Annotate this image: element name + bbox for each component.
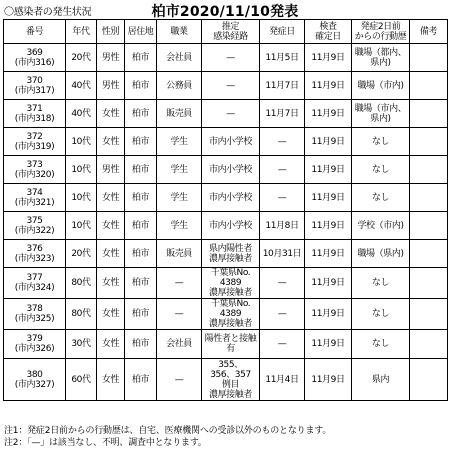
cell-confirmed: 11月9日 [305,359,352,401]
cell-sex: 女性 [97,330,125,359]
cell-confirmed: 11月9日 [305,330,352,359]
cell-age: 80代 [66,299,97,330]
cell-number: 376 (市内323) [4,240,66,268]
cell-residence: 柏市 [125,128,157,156]
column-header-occupation: 職業 [157,20,202,44]
cell-age: 80代 [66,268,97,299]
table-row [4,240,448,268]
cell-residence: 柏市 [125,212,157,240]
cell-remarks [410,268,448,299]
cell-job: 学生 [157,156,202,184]
cell-remarks [410,100,448,128]
cell-age: 40代 [66,72,97,100]
cell-age: 20代 [66,44,97,72]
cell-history: 職場（都内、 県内) [352,44,410,72]
cell-job: 学生 [157,184,202,212]
cell-job: 学生 [157,128,202,156]
table-row [4,72,448,100]
cell-onset: 11月4日 [260,359,305,401]
cell-route: 市内小学校 [202,184,260,212]
cell-history: 学校（市内) [352,212,410,240]
column-header-route: 推定 感染経路 [202,20,260,44]
cell-route: 千葉県No. 4389 濃厚接触者 [202,299,260,330]
cell-history: なし [352,184,410,212]
cell-age: 60代 [66,359,97,401]
cell-onset: 11月8日 [260,212,305,240]
cell-job: 販売員 [157,100,202,128]
table-row [4,156,448,184]
cell-age: 10代 [66,128,97,156]
cell-age: 20代 [66,240,97,268]
cell-age: 10代 [66,184,97,212]
cell-history: 職場（市内) [352,72,410,100]
cell-onset: — [260,299,305,330]
table-row [4,128,448,156]
cell-age: 30代 [66,330,97,359]
cell-remarks [410,240,448,268]
document-title: 柏市2020/11/10発表 [151,4,299,20]
column-header-history: 発症2日前 からの行動歴 [352,20,410,44]
cell-confirmed: 11月9日 [305,128,352,156]
cell-sex: 女性 [97,212,125,240]
table-row [4,44,448,72]
cell-number: 374 (市内321) [4,184,66,212]
cell-route: 市内小学校 [202,156,260,184]
cell-number: 373 (市内320) [4,156,66,184]
cell-job: — [157,268,202,299]
cell-number: 377 (市内324) [4,268,66,299]
cell-job: 販売員 [157,240,202,268]
cell-route: — [202,72,260,100]
table-row [4,184,448,212]
cell-history: なし [352,128,410,156]
table-row [4,299,448,330]
cell-remarks [410,359,448,401]
cell-history: 職場（市内、 県内) [352,100,410,128]
cell-history: なし [352,330,410,359]
cell-residence: 柏市 [125,156,157,184]
cell-confirmed: 11月9日 [305,184,352,212]
cell-route: — [202,100,260,128]
cell-sex: 男性 [97,156,125,184]
cell-sex: 女性 [97,299,125,330]
page-heading: 〇感染者の発生状況 [4,7,92,18]
table-row [4,359,448,401]
cell-history: なし [352,156,410,184]
cell-onset: 11月5日 [260,44,305,72]
footnote-1: 注1：発症2日前からの行動歴は、自宅、医療機関への受診以外のものとなります。 [4,426,332,436]
cell-number: 370 (市内317) [4,72,66,100]
cell-age: 10代 [66,212,97,240]
cell-route: 千葉県No. 4389 濃厚接触者 [202,268,260,299]
column-header-remarks: 備考 [410,20,448,44]
cell-age: 10代 [66,156,97,184]
footnote-2: 注2：「—」は該当なし、不明、調査中となります。 [4,438,207,448]
table-row [4,268,448,299]
cell-job: — [157,299,202,330]
cell-sex: 女性 [97,100,125,128]
cell-residence: 柏市 [125,100,157,128]
cell-confirmed: 11月9日 [305,240,352,268]
table-row [4,330,448,359]
cell-number: 375 (市内322) [4,212,66,240]
cell-confirmed: 11月9日 [305,268,352,299]
cell-remarks [410,212,448,240]
cell-sex: 男性 [97,44,125,72]
column-header-confirmed: 検査 確定日 [305,20,352,44]
cell-remarks [410,299,448,330]
cell-onset: 10月31日 [260,240,305,268]
cell-onset: — [260,128,305,156]
cell-remarks [410,156,448,184]
cell-remarks [410,128,448,156]
cell-residence: 柏市 [125,359,157,401]
cell-remarks [410,44,448,72]
column-header-onset: 発症日 [260,20,305,44]
cell-onset: — [260,268,305,299]
table-row [4,100,448,128]
cell-confirmed: 11月9日 [305,299,352,330]
cell-route: 355、 356、357 例目 濃厚接触者 [202,359,260,401]
cell-residence: 柏市 [125,240,157,268]
cell-number: 372 (市内319) [4,128,66,156]
cell-confirmed: 11月9日 [305,100,352,128]
cell-route: 陽性者と接触 有 [202,330,260,359]
cell-sex: 男性 [97,72,125,100]
cell-onset: — [260,184,305,212]
cell-sex: 女性 [97,184,125,212]
cell-onset: 11月7日 [260,72,305,100]
cell-remarks [410,330,448,359]
cell-confirmed: 11月9日 [305,212,352,240]
column-header-residence: 居住地 [125,20,157,44]
cell-remarks [410,184,448,212]
cases-table [3,19,448,401]
column-header-age: 年代 [66,20,97,44]
cell-sex: 女性 [97,128,125,156]
cell-age: 40代 [66,100,97,128]
cell-number: 379 (市内326) [4,330,66,359]
cell-sex: 女性 [97,268,125,299]
cell-job: 学生 [157,212,202,240]
column-header-sex: 性別 [97,20,125,44]
cell-confirmed: 11月9日 [305,44,352,72]
cell-sex: 女性 [97,359,125,401]
cell-residence: 柏市 [125,72,157,100]
cell-confirmed: 11月9日 [305,156,352,184]
cell-job: 公務員 [157,72,202,100]
cell-history: 県内 [352,359,410,401]
cell-residence: 柏市 [125,184,157,212]
column-header-number: 番号 [4,20,66,44]
cell-route: 市内小学校 [202,128,260,156]
table-header-row [4,20,448,44]
cell-remarks [410,72,448,100]
cell-onset: 11月7日 [260,100,305,128]
cell-number: 378 (市内325) [4,299,66,330]
cell-sex: 女性 [97,240,125,268]
cell-number: 369 (市内316) [4,44,66,72]
cell-history: 職場（県内) [352,240,410,268]
cell-number: 371 (市内318) [4,100,66,128]
cell-number: 380 (市内327) [4,359,66,401]
table-row [4,212,448,240]
cell-onset: — [260,156,305,184]
cell-residence: 柏市 [125,268,157,299]
cell-job: 会社員 [157,330,202,359]
cell-history: なし [352,268,410,299]
cell-residence: 柏市 [125,299,157,330]
cell-onset: — [260,330,305,359]
cell-job: — [157,359,202,401]
footnotes [4,425,331,449]
cell-route: — [202,44,260,72]
cell-route: 市内小学校 [202,212,260,240]
cell-job: 会社員 [157,44,202,72]
cell-route: 県内陽性者 濃厚接触者 [202,240,260,268]
cell-history: なし [352,299,410,330]
cell-residence: 柏市 [125,44,157,72]
cell-residence: 柏市 [125,330,157,359]
cell-confirmed: 11月9日 [305,72,352,100]
